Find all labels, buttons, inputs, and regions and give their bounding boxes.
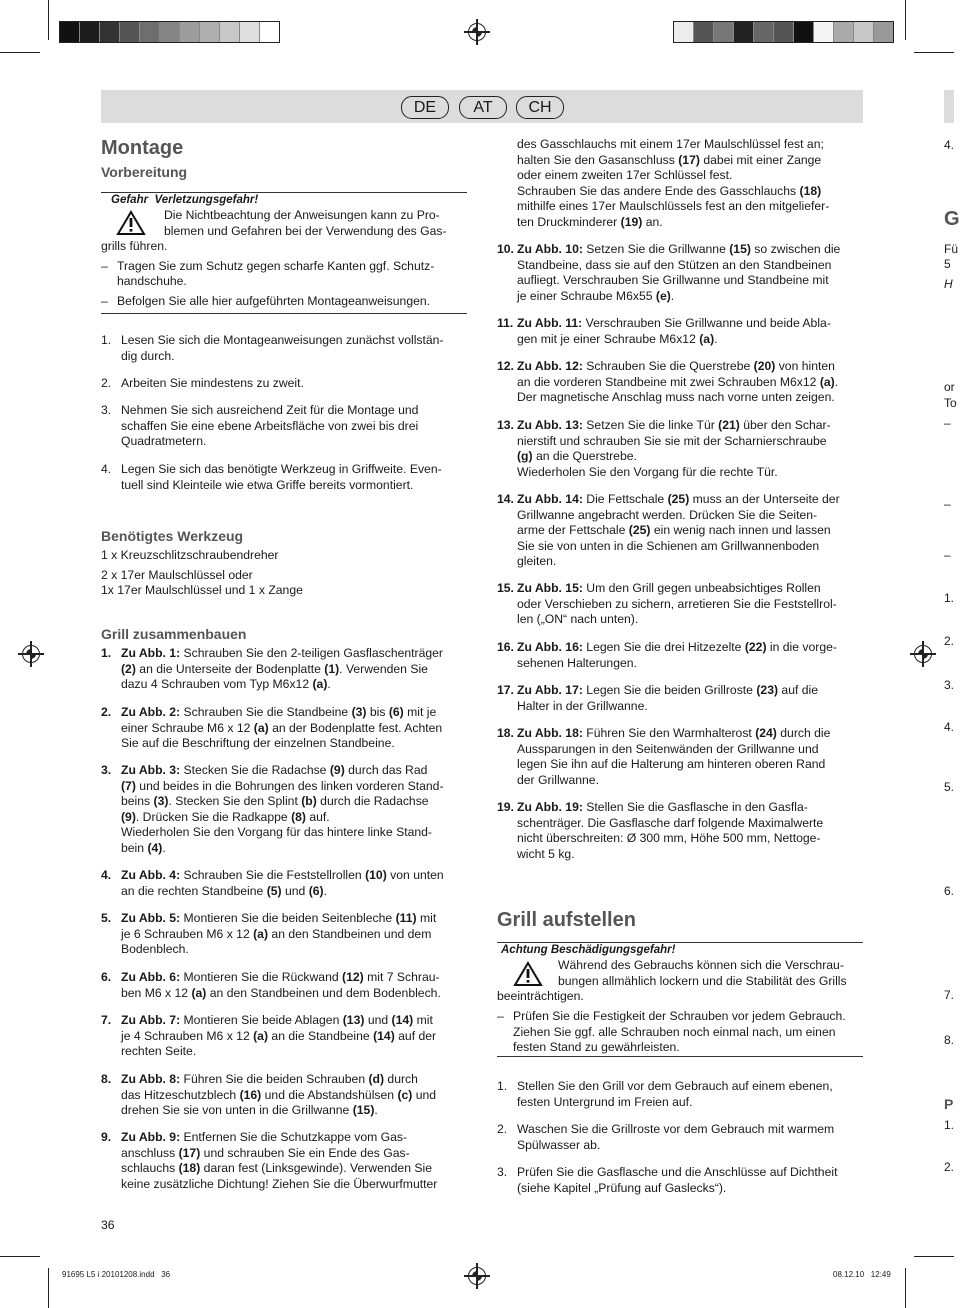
step-text-line: einer Schraube M6 x 12 (a) an der Bodenplatte fest. Achten xyxy=(121,720,443,735)
step-number: 2. xyxy=(101,705,112,719)
step-text-line: Zu Abb. 11: Verschrauben Sie Grillwanne und beide Abla- xyxy=(517,316,831,330)
step-text-line: rechten Seite. xyxy=(121,1044,197,1059)
edge-fragment: G xyxy=(944,208,960,230)
step-text-line: Zu Abb. 13: Setzen Sie die linke Tür (21) über den Schar- xyxy=(517,418,831,432)
subtitle-assemble: Grill zusammenbauen xyxy=(101,626,247,642)
edge-fragment: – xyxy=(944,497,951,511)
step-text-line: Zu Abb. 2: Schrauben Sie die Standbeine (3) bis (6) mit je xyxy=(121,705,437,719)
step-number: 5. xyxy=(101,911,112,925)
step-text-line: Wiederholen Sie den Vorgang für das hintere linke Stand- xyxy=(121,825,432,840)
danger-label: Gefahr Verletzungsgefahr! xyxy=(111,194,259,206)
color-bar-right xyxy=(673,21,894,43)
caution-text: Während des Gebrauchs können sich die Verschrau- xyxy=(558,958,844,972)
step-text-line: Sie auf die Beschriftung der einzelnen Standbeine. xyxy=(121,736,395,751)
step-number: 17. xyxy=(497,683,514,697)
step-text-line: Wiederholen Sie den Vorgang für die rechte Tür. xyxy=(517,464,778,479)
danger-text: grills führen. xyxy=(101,239,168,253)
section-title-setup: Grill aufstellen xyxy=(497,909,636,931)
step-text-line: wicht 5 kg. xyxy=(517,846,575,861)
bullet-dash: – xyxy=(101,294,108,308)
caution-bullet: Prüfen Sie die Festigkeit der Schrauben vor jedem Gebrauch. xyxy=(513,1009,846,1023)
step-text-line: Zu Abb. 19: Stellen Sie die Gasflasche in den Gasfla- xyxy=(517,800,808,814)
edge-fragment: – xyxy=(944,548,951,562)
registration-mark-icon xyxy=(468,1267,486,1285)
step-text-line: Grillwanne angebracht werden. Drücken Sie die Seiten- xyxy=(517,507,818,522)
footer-file-info: 91695 L5 i 20101208.indd 36 xyxy=(62,1270,171,1279)
caution-bullet: festen Stand zu gewährleisten. xyxy=(513,1040,680,1054)
step-text-line: gleiten. xyxy=(517,554,557,569)
step-number: 4. xyxy=(101,868,112,882)
step-text-line: Zu Abb. 17: Legen Sie die beiden Grillroste (23) auf die xyxy=(517,683,819,697)
step-text-line: Zu Abb. 8: Führen Sie die beiden Schrauben (d) durch xyxy=(121,1072,418,1086)
step-text-line: Bodenblech. xyxy=(121,942,189,957)
step-text-line: sehenen Halterungen. xyxy=(517,655,637,670)
tool-item: 1 x Kreuzschlitzschraubendreher xyxy=(101,548,279,562)
step-number: 19. xyxy=(497,800,514,814)
crop-mark xyxy=(0,52,40,53)
step-text-line: schlauchs (18) daran fest (Linksgewinde). Verwenden Sie xyxy=(121,1161,432,1176)
step-text-line: nicht überschreiten: Ø 300 mm, Höhe 500 mm, Nettoge- xyxy=(517,831,821,846)
caution-rule-bottom xyxy=(497,1056,863,1057)
continued-line: ten Druckminderer (19) an. xyxy=(517,215,663,229)
section-title-montage: Montage xyxy=(101,137,184,159)
step-text-line: anschluss (17) und schrauben Sie ein Ende des Gas- xyxy=(121,1145,410,1160)
step-text-line: Zu Abb. 6: Montieren Sie die Rückwand (12) mit 7 Schrau- xyxy=(121,970,440,984)
step-number: 13. xyxy=(497,418,514,432)
step-number: 16. xyxy=(497,640,514,654)
step-text-line: Zu Abb. 3: Stecken Sie die Radachse (9) durch das Rad xyxy=(121,763,428,777)
step-text-line: das Hitzeschutzblech (16) und die Abstandshülsen (c) und xyxy=(121,1087,437,1102)
caution-label: Achtung Beschädigungsgefahr! xyxy=(501,944,676,956)
continued-line: mithilfe eines 17er Maulschlüssels fest an den mitgeliefer- xyxy=(517,199,830,214)
step-text-line: Zu Abb. 12: Schrauben Sie die Querstrebe (20) von hinten xyxy=(517,359,835,373)
lang-at: AT xyxy=(459,96,507,119)
edge-fragment: 5 xyxy=(944,257,951,271)
edge-fragment: 5. xyxy=(944,780,955,794)
crop-mark xyxy=(0,1256,40,1257)
subtitle-vorbereitung: Vorbereitung xyxy=(101,164,188,180)
step-number: 2. xyxy=(497,1122,508,1136)
step-text-line: aufliegt. Verschrauben Sie Grillwanne und Standbeine mit xyxy=(517,273,829,288)
step-text-line: Spülwasser ab. xyxy=(517,1137,601,1152)
step-number: 1. xyxy=(101,333,112,347)
step-number: 12. xyxy=(497,359,514,373)
edge-fragment: P xyxy=(944,1096,954,1112)
step-text-line: Zu Abb. 14: Die Fettschale (25) muss an der Unterseite der xyxy=(517,492,840,506)
step-number: 4. xyxy=(101,462,112,476)
danger-text: blemen und Gefahren bei der Verwendung des Gas- xyxy=(164,224,447,238)
step-number: 1. xyxy=(101,646,112,660)
step-text-line: (7) und beides in die Bohrungen des linken vorderen Stand- xyxy=(121,778,444,793)
step-text-line: Standbeine, dass sie auf den Stützen an den Standbeinen xyxy=(517,257,832,272)
step-text-line: legen Sie ihn auf die Halterung am hinteren oberen Rand xyxy=(517,757,826,772)
step-text-line: arme der Fettschale (25) ein wenig nach innen und lassen xyxy=(517,523,831,538)
step-text-line: Stellen Sie den Grill vor dem Gebrauch auf einem ebenen, xyxy=(517,1079,833,1093)
continued-line: halten Sie den Gasanschluss (17) dabei mit einer Zange xyxy=(517,152,822,167)
step-text-line: (9). Drücken Sie die Radkappe (8) auf. xyxy=(121,809,330,824)
lang-de: DE xyxy=(401,96,449,119)
step-text-line: gen mit je einer Schraube M6x12 (a). xyxy=(517,331,718,346)
step-text-line: Der magnetische Anschlag muss nach vorne unten zeigen. xyxy=(517,390,835,405)
step-number: 2. xyxy=(101,376,112,390)
step-text-line: bein (4). xyxy=(121,841,166,855)
page-number: 36 xyxy=(101,1218,115,1232)
step-text-line: Legen Sie sich das benötigte Werkzeug in Griffweite. Even- xyxy=(121,462,442,476)
edge-fragment: 2. xyxy=(944,1160,955,1174)
caution-text: bungen allmählich lockern und die Stabilität des Grills xyxy=(558,974,847,988)
edge-fragment: 4. xyxy=(944,720,955,734)
step-text-line: festen Untergrund im Freien auf. xyxy=(517,1094,693,1109)
caution-text: beeinträchtigen. xyxy=(497,989,584,1003)
step-text-line: Sie sie von unten in die Schienen am Grillwannenboden xyxy=(517,538,820,553)
registration-mark-icon xyxy=(22,645,40,663)
subtitle-tools: Benötigtes Werkzeug xyxy=(101,528,244,544)
step-number: 9. xyxy=(101,1130,112,1144)
step-number: 3. xyxy=(101,763,112,777)
step-text-line: (siehe Kapitel „Prüfung auf Gaslecks“). xyxy=(517,1180,727,1195)
step-text-line: Zu Abb. 18: Führen Sie den Warmhalterost (24) durch die xyxy=(517,726,831,740)
step-text-line: nierstift und schrauben Sie sie mit der Scharnierschraube xyxy=(517,433,827,448)
edge-fragment: 1. xyxy=(944,591,955,605)
step-text-line: Zu Abb. 1: Schrauben Sie den 2-teiligen Gasflaschenträger xyxy=(121,646,443,660)
edge-fragment: 2. xyxy=(944,634,955,648)
edge-fragment: 6. xyxy=(944,884,955,898)
step-number: 14. xyxy=(497,492,514,506)
step-text-line: ben M6 x 12 (a) an den Standbeinen und dem Bodenblech. xyxy=(121,985,441,1000)
step-number: 6. xyxy=(101,970,112,984)
step-number: 11. xyxy=(497,316,514,330)
step-number: 3. xyxy=(101,403,112,417)
edge-fragment: Fü xyxy=(944,242,959,256)
step-text-line: Waschen Sie die Grillroste vor dem Gebrauch mit warmem xyxy=(517,1122,835,1136)
step-text-line: Arbeiten Sie mindestens zu zweit. xyxy=(121,376,304,390)
step-text-line: Zu Abb. 16: Legen Sie die drei Hitzezelte (22) in die vorge- xyxy=(517,640,837,654)
step-text-line: beins (3). Stecken Sie den Splint (b) durch die Radachse xyxy=(121,794,429,809)
footer-date: 08.12.10 12:49 xyxy=(833,1270,891,1279)
crop-mark xyxy=(914,1256,954,1257)
edge-fragment: 4. xyxy=(944,138,955,152)
step-text-line: Prüfen Sie die Gasflasche und die Anschlüsse auf Dichtheit xyxy=(517,1165,838,1179)
caution-bullet: Ziehen Sie ggf. alle Schrauben noch einmal nach, um einen xyxy=(513,1025,836,1039)
step-text-line: dig durch. xyxy=(121,348,175,363)
step-text-line: Lesen Sie sich die Montageanweisungen zunächst vollstän- xyxy=(121,333,444,347)
step-text-line: drehen Sie sie von unten in die Grillwanne (15). xyxy=(121,1103,378,1118)
edge-fragment: 1. xyxy=(944,1118,955,1132)
step-number: 18. xyxy=(497,726,514,740)
step-text-line: Zu Abb. 15: Um den Grill gegen unbeabsichtiges Rollen xyxy=(517,581,821,595)
step-text-line: oder Verschieben zu sichern, arretieren Sie die Feststellrol- xyxy=(517,596,837,611)
bullet-dash: – xyxy=(497,1009,504,1023)
step-number: 8. xyxy=(101,1072,112,1086)
continued-line: Schrauben Sie das andere Ende des Gasschlauchs (18) xyxy=(517,183,822,198)
danger-bullet: Befolgen Sie alle hier aufgeführten Montageanweisungen. xyxy=(117,294,431,308)
step-text-line: tuell sind Kleinteile wie etwa Griffe bereits vormontiert. xyxy=(121,477,414,492)
registration-mark-icon xyxy=(914,645,932,663)
step-text-line: Zu Abb. 5: Montieren Sie die beiden Seitenbleche (11) mit xyxy=(121,911,437,925)
continued-line: des Gasschlauchs mit einem 17er Maulschlüssel fest an; xyxy=(517,137,824,151)
bullet-dash: – xyxy=(101,259,108,273)
step-text-line: je 6 Schrauben M6 x 12 (a) an den Standbeinen und dem xyxy=(121,926,432,941)
step-text-line: Quadratmetern. xyxy=(121,434,207,449)
tool-item: 2 x 17er Maulschlüssel oder xyxy=(101,568,253,582)
danger-bullet: handschuhe. xyxy=(117,274,187,288)
step-text-line: Zu Abb. 10: Setzen Sie die Grillwanne (15) so zwischen die xyxy=(517,242,841,256)
step-text-line: Zu Abb. 7: Montieren Sie beide Ablagen (13) und (14) mit xyxy=(121,1013,433,1027)
step-text-line: je einer Schraube M6x55 (e). xyxy=(517,288,675,303)
step-text-line: Aussparungen in den Seitenwänden der Grillwanne und xyxy=(517,741,819,756)
step-text-line: der Grillwanne. xyxy=(517,772,599,787)
edge-fragment: 3. xyxy=(944,678,955,692)
edge-fragment: – xyxy=(944,416,951,430)
edge-fragment: or xyxy=(944,380,955,394)
step-number: 1. xyxy=(497,1079,508,1093)
step-number: 10. xyxy=(497,242,514,256)
warning-triangle-icon xyxy=(117,211,145,235)
tool-item: 1x 17er Maulschlüssel und 1 x Zange xyxy=(101,583,303,597)
language-bar-next-page xyxy=(944,90,954,123)
step-text-line: Zu Abb. 9: Entfernen Sie die Schutzkappe vom Gas- xyxy=(121,1130,408,1144)
step-number: 3. xyxy=(497,1165,508,1179)
crop-mark xyxy=(905,0,906,40)
step-text-line: an die rechten Standbeine (5) und (6). xyxy=(121,883,327,898)
crop-mark xyxy=(905,1268,906,1308)
step-number: 15. xyxy=(497,581,514,595)
step-text-line: schenträger. Die Gasflasche darf folgende Maximalwerte xyxy=(517,815,824,830)
step-text-line: schaffen Sie eine ebene Arbeitsfläche von zwei bis drei xyxy=(121,418,419,433)
danger-bullet: Tragen Sie zum Schutz gegen scharfe Kanten ggf. Schutz- xyxy=(117,259,435,273)
step-text-line: len („ON“ nach unten). xyxy=(517,612,639,627)
crop-mark xyxy=(48,1268,49,1308)
step-text-line: Zu Abb. 4: Schrauben Sie die Feststellrollen (10) von unten xyxy=(121,868,444,882)
step-text-line: (g) an die Querstrebe. xyxy=(517,449,637,464)
edge-fragment: H xyxy=(944,277,953,291)
continued-line: oder einem zweiten 17er Schlüssel fest. xyxy=(517,168,733,183)
crop-mark xyxy=(914,52,954,53)
step-text-line: (2) an die Unterseite der Bodenplatte (1). Verwenden Sie xyxy=(121,661,428,676)
lang-ch: CH xyxy=(516,96,564,119)
step-text-line: Halter in der Grillwanne. xyxy=(517,698,648,713)
edge-fragment: To xyxy=(944,396,957,410)
step-text-line: dazu 4 Schrauben vom Typ M6x12 (a). xyxy=(121,677,331,692)
crop-mark xyxy=(48,0,49,40)
registration-mark-icon xyxy=(468,23,486,41)
step-text-line: je 4 Schrauben M6 x 12 (a) an die Standbeine (14) auf der xyxy=(121,1028,437,1043)
warning-triangle-icon xyxy=(514,962,542,986)
step-number: 7. xyxy=(101,1013,112,1027)
warning-rule-bottom xyxy=(101,313,467,314)
step-text-line: Nehmen Sie sich ausreichend Zeit für die Montage und xyxy=(121,403,419,417)
edge-fragment: 8. xyxy=(944,1033,955,1047)
edge-fragment: 7. xyxy=(944,988,955,1002)
step-text-line: keine zusätzliche Dichtung! Ziehen Sie die Überwurfmutter xyxy=(121,1176,438,1191)
danger-text: Die Nichtbeachtung der Anweisungen kann zu Pro- xyxy=(164,208,440,222)
step-text-line: an die vorderen Standbeine mit zwei Schrauben M6x12 (a). xyxy=(517,374,839,389)
color-bar-left xyxy=(59,21,280,43)
